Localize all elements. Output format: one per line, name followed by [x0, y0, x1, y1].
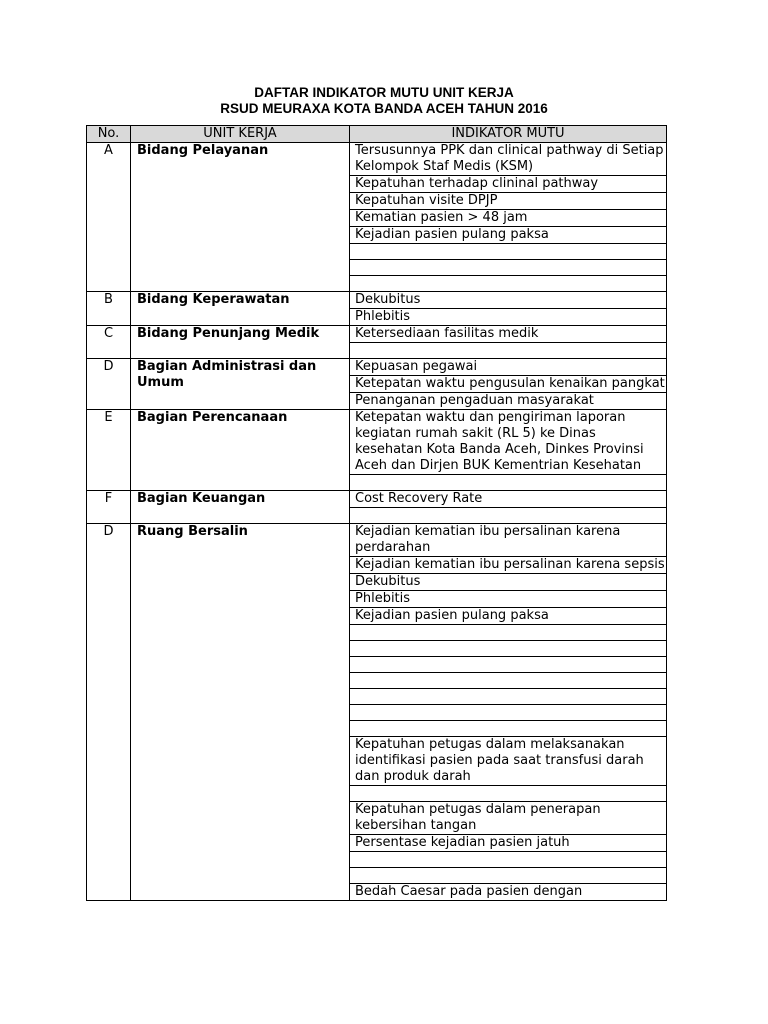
indikator-cell: Kejadian kematian ibu persalinan karena sepsis — [350, 557, 667, 574]
section-number: F — [87, 491, 131, 524]
indikator-cell: Dekubitus — [350, 292, 667, 309]
indikator-cell: Kejadian pasien pulang paksa — [350, 608, 667, 625]
indikator-cell: Kepatuhan terhadap clininal pathway — [350, 176, 667, 193]
indikator-cell: Ketepatan waktu pengusulan kenaikan pangkat — [350, 376, 667, 393]
indikator-cell: Cost Recovery Rate — [350, 491, 667, 508]
section-number: B — [87, 292, 131, 326]
table-row — [87, 292, 667, 309]
indikator-cell: Kejadian kematian ibu persalinan karena perdarahan — [350, 524, 667, 557]
indikator-cell — [350, 721, 667, 737]
section-number: D — [87, 359, 131, 410]
indikator-cell — [350, 260, 667, 276]
unit-kerja-cell: Bidang Keperawatan — [131, 292, 350, 326]
indikator-cell: Kepatuhan petugas dalam melaksanakan identifikasi pasien pada saat transfusi darah dan produk darah — [350, 737, 667, 786]
indikator-cell: Kematian pasien > 48 jam — [350, 210, 667, 227]
header-no: No. — [87, 126, 131, 143]
indicator-table — [86, 125, 667, 901]
table-row — [87, 359, 667, 376]
indikator-cell: Phlebitis — [350, 309, 667, 326]
indikator-cell: Kejadian pasien pulang paksa — [350, 227, 667, 244]
section-number: C — [87, 326, 131, 359]
indikator-cell — [350, 276, 667, 292]
indikator-cell — [350, 852, 667, 868]
indikator-cell — [350, 641, 667, 657]
section-number: D — [87, 524, 131, 901]
table-body — [87, 143, 667, 901]
indikator-cell — [350, 657, 667, 673]
indikator-cell: Kepatuhan visite DPJP — [350, 193, 667, 210]
unit-kerja-cell: Ruang Bersalin — [131, 524, 350, 901]
indikator-cell: Ketersediaan fasilitas medik — [350, 326, 667, 343]
indikator-cell: Dekubitus — [350, 574, 667, 591]
indikator-cell — [350, 786, 667, 802]
table-row — [87, 410, 667, 475]
indikator-cell: Kepatuhan petugas dalam penerapan kebersihan tangan — [350, 802, 667, 835]
indikator-cell — [350, 244, 667, 260]
indikator-cell — [350, 673, 667, 689]
section-number: E — [87, 410, 131, 491]
indikator-cell: Tersusunnya PPK dan clinical pathway di Setiap Kelompok Staf Medis (KSM) — [350, 143, 667, 176]
table-row — [87, 143, 667, 176]
unit-kerja-cell: Bagian Administrasi dan Umum — [131, 359, 350, 410]
unit-kerja-cell: Bagian Perencanaan — [131, 410, 350, 491]
unit-kerja-cell: Bidang Pelayanan — [131, 143, 350, 292]
document-title: DAFTAR INDIKATOR MUTU UNIT KERJA — [254, 85, 514, 100]
header-unit-kerja: UNIT KERJA — [131, 126, 350, 143]
unit-kerja-cell: Bidang Penunjang Medik — [131, 326, 350, 359]
indikator-cell: Penanganan pengaduan masyarakat — [350, 393, 667, 410]
indikator-cell: Persentase kejadian pasien jatuh — [350, 835, 667, 852]
indikator-cell — [350, 343, 667, 359]
indikator-cell: Kepuasan pegawai — [350, 359, 667, 376]
document-subtitle: RSUD MEURAXA KOTA BANDA ACEH TAHUN 2016 — [220, 101, 548, 116]
indikator-cell — [350, 508, 667, 524]
indikator-cell — [350, 689, 667, 705]
table-row — [87, 491, 667, 508]
unit-kerja-cell: Bagian Keuangan — [131, 491, 350, 524]
indikator-cell — [350, 475, 667, 491]
indikator-cell — [350, 705, 667, 721]
header-indikator-mutu: INDIKATOR MUTU — [350, 126, 667, 143]
indikator-cell — [350, 868, 667, 884]
indikator-cell: Phlebitis — [350, 591, 667, 608]
table-header-row — [87, 126, 667, 143]
indikator-cell: Bedah Caesar pada pasien dengan — [350, 884, 667, 901]
table-row — [87, 326, 667, 343]
table-row — [87, 524, 667, 557]
indikator-cell: Ketepatan waktu dan pengiriman laporan kegiatan rumah sakit (RL 5) ke Dinas kesehatan Kota Banda Aceh, Dinkes Provinsi Aceh dan Dirjen BUK Kementrian Kesehatan — [350, 410, 667, 475]
indikator-cell — [350, 625, 667, 641]
section-number: A — [87, 143, 131, 292]
